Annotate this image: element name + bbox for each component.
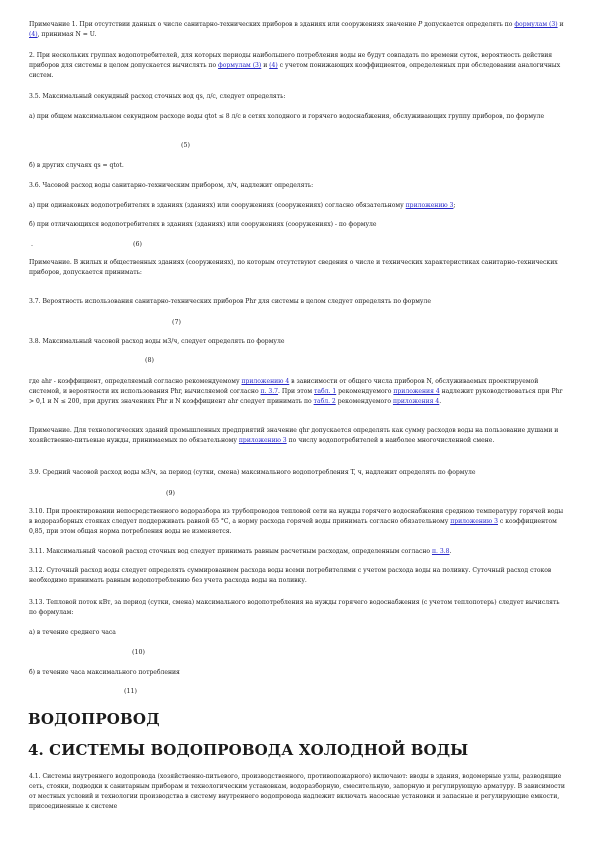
note-1 <box>29 20 566 40</box>
section-3-10-text: 3.10. При проектировании непосредственного водоразбора из трубопроводов тепловой сети на нужды горячего водоснабжения среднюю температуру горячей воды в водоразборных стояках следует поддерживать равной 65 °С, а норму расхода горячей воды принимать согласно обязательному <box>29 508 564 525</box>
section-3-6-b: б) при отличающихся водопотребителях в зданиях (зданиях) или сооружениях (сооружениях) - по формуле <box>29 221 377 228</box>
note-2-and: и <box>263 62 268 69</box>
ahr-text-6: рекомендуемого <box>337 398 392 405</box>
appendix-4-link[interactable]: приложению 4 <box>241 378 290 385</box>
section-3-11-text: 3.11. Максимальный часовой расход сточных вод следует принимать равным расчетным расходам, определенным согласно <box>29 548 431 555</box>
formula-9-number: (9) <box>166 490 175 497</box>
clause-3-8-link[interactable]: п. 3.8 <box>431 548 450 555</box>
note-4-text: Примечание. Для технологических зданий промышленных предприятий значение qhr допускается определять как сумму расходов воды на пользование душами и хозяйственно-питьевые нужды, принимаемых по обязательному <box>29 427 559 444</box>
table-1-link[interactable]: табл. 1 <box>314 388 337 395</box>
section-3-11-tail: . <box>449 548 452 555</box>
appendix-3-link-3[interactable]: приложению 3 <box>450 518 498 525</box>
ahr-text-3: . При этом <box>278 388 313 395</box>
section-3-6-a-tail: ; <box>453 202 456 209</box>
heading-water-supply: ВОДОПРОВОД <box>28 710 160 728</box>
section-3-13-b: б) в течение часа максимального потребления <box>29 669 180 676</box>
formula-4-link-2[interactable]: (4) <box>269 62 278 69</box>
section-3-6-a-text: а) при одинаковых водопотребителях в зданиях (зданиях) или сооружениях (сооружениях) согласно обязательному <box>29 202 404 209</box>
section-3-5-a: а) при общем максимальном секундном расходе воды qtot ≤ 8 л/с в сетях холодного и горячего водоснабжения, обслуживающих группу приборов, по формуле <box>29 113 545 120</box>
note-1-and: и <box>559 21 564 28</box>
note-1-text: Примечание 1. При отсутствии данных о числе санитарно-технических приборов в зданиях или сооружениях значение <box>29 21 417 28</box>
note-2-tail: с учетом понижающих коэффициентов, определенных при обследовании аналогичных систем. <box>29 62 561 79</box>
ahr-text: где ahr - коэффициент, определяемый согласно рекомендуемому <box>29 378 240 385</box>
section-3-8-a <box>29 377 566 407</box>
appendix-4-link-2[interactable]: приложения 4 <box>393 388 440 395</box>
section-3-11 <box>29 547 566 557</box>
table-2-link[interactable]: табл. 2 <box>313 398 336 405</box>
note-4-tail: по числу водопотребителей в наиболее многочисленной смене. <box>288 437 495 444</box>
formula-4-link[interactable]: (4) <box>29 31 38 38</box>
formula-5-number: (5) <box>181 142 190 149</box>
formula-7-number: (7) <box>172 319 181 326</box>
formula-6-number: (6) <box>133 241 142 248</box>
formula-3-link[interactable]: формулам (3) <box>514 21 558 28</box>
ahr-text-5: надлежит руководствоваться при Phr > 0,1 и N ≤ 200, при других значениях Phr и N коэффициент ahr следует принимать по <box>29 388 563 405</box>
section-3-7: 3.7. Вероятность использования санитарно-технических приборов Phr для системы в целом следует определять по формуле <box>29 298 431 305</box>
section-3-12: 3.12. Суточный расход воды следует определять суммированием расхода воды всеми потребителями с учетом расхода воды на поливку. Суточный расход стоков необходимо принимать равным водопотреблению без учета расхода воды на поливку. <box>29 567 552 584</box>
note-1-tail: , принимая N = U. <box>37 31 97 38</box>
section-3-10 <box>29 507 566 537</box>
formula-3-link-2[interactable]: формулам (3) <box>218 62 262 69</box>
section-3-9: 3.9. Средний часовой расход воды м3/ч, за период (сутки, смена) максимального водопотребления T, ч, надлежит определять по формуле <box>29 469 476 476</box>
section-3-6: 3.6. Часовой расход воды санитарно-техническим прибором, л/ч, надлежит определять: <box>29 182 314 189</box>
ahr-text-7: . <box>439 398 442 405</box>
section-3-10-tail: с коэффициентом 0,85, при этом общая норма потребления воды не изменяется. <box>29 518 557 535</box>
section-3-6-a <box>29 201 566 211</box>
section-3-5-b: б) в других случаях qs = qtot. <box>29 162 124 169</box>
section-3-8: 3.8. Максимальный часовой расход воды м3/ч, следует определять по формуле <box>29 338 285 345</box>
note-2-text: 2. При нескольких группах водопотребителей, для которых периоды наибольшего потребления воды не будут совпадать по времени суток, вероятность действия приборов для системы в целом допускается вычислять по <box>29 52 553 69</box>
section-3-5: 3.5. Максимальный секундный расход сточных вод qs, л/с, следует определять: <box>29 93 286 100</box>
section-3-13-a: а) в течение среднего часа <box>29 629 116 636</box>
note-2 <box>29 51 566 81</box>
ahr-text-4: рекомендуемого <box>338 388 392 395</box>
note-1-text-2: допускается определять по <box>424 21 513 28</box>
formula-6-dot: . <box>31 241 34 248</box>
formula-10-number: (10) <box>132 649 145 656</box>
appendix-4-link-3[interactable]: приложения 4 <box>392 398 440 405</box>
section-4-1: 4.1. Системы внутреннего водопровода (хозяйственно-питьевого, производственного, противопожарного) включают: вводы в здания, водомерные узлы, разводящие сеть, стояки, подводки к санитарным приборам и технологическим установкам, водоразборную, смесительную, запорную и регулирующую арматуру. В зависимости от местных условий и технологии производства в систему внутреннего водопровода надлежит включать насосные установки и запасные и регулирующие емкости, присоединенные к системе <box>29 773 565 810</box>
appendix-3-link[interactable]: приложению 3 <box>405 202 454 209</box>
ahr-text-2: в зависимости от общего числа приборов N, обслуживаемых проектируемой системой, и вероятности их использования Phr, вычисляемой согласно <box>29 378 539 395</box>
clause-3-7-link[interactable]: п. 3.7 <box>260 388 279 395</box>
section-3-13: 3.13. Тепловой поток кВт, за период (сутки, смена) максимального водопотребления на нужды горячего водоснабжения (с учетом теплопотерь) следует вычислять по формулам: <box>29 599 560 616</box>
note-3: Примечание. В жилых и общественных зданиях (сооружениях), по которым отсутствуют сведения о числе и технических характеристиках санитарно-технических приборов, допускается принимать: <box>29 259 558 276</box>
note-4 <box>29 426 566 446</box>
heading-section-4: 4. СИСТЕМЫ ВОДОПРОВОДА ХОЛОДНОЙ ВОДЫ <box>28 741 469 759</box>
appendix-3-link-2[interactable]: приложению 3 <box>238 437 287 444</box>
note-1-symbol: P <box>418 21 423 28</box>
formula-11-number: (11) <box>124 688 137 695</box>
formula-8-number: (8) <box>145 357 154 364</box>
